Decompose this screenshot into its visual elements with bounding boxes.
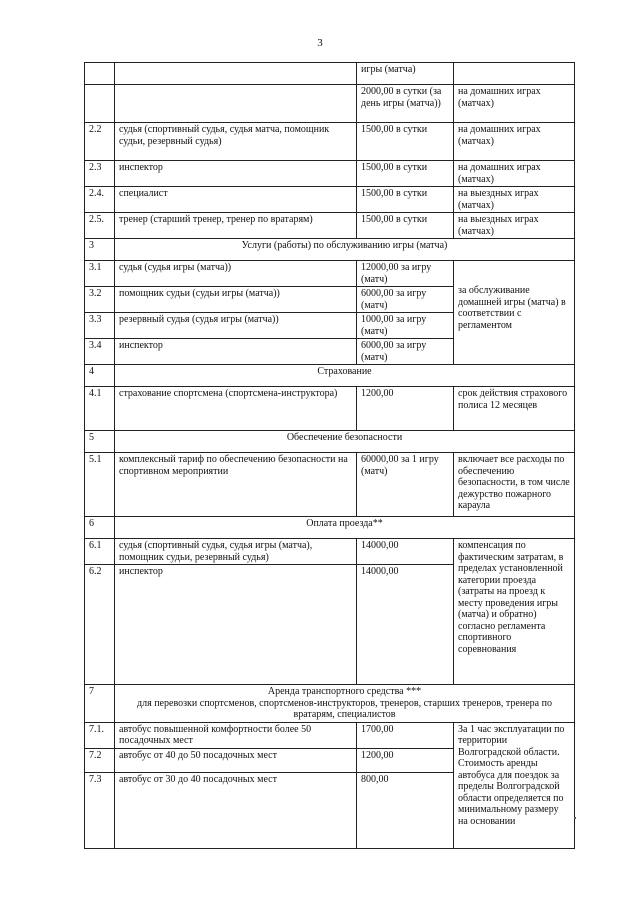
row-number: 3.1 [85, 261, 115, 287]
tariff-table [84, 62, 575, 849]
service-name: специалист [115, 187, 357, 213]
table-row [85, 539, 575, 565]
note-cell: на домашних играх (матчах) [454, 161, 575, 187]
price-cell: 60000,00 за 1 игру (матч) [357, 453, 454, 517]
price-cell: игры (матча) [357, 63, 454, 85]
price-cell: 800,00 [357, 772, 454, 848]
price-cell: 1200,00 [357, 748, 454, 772]
service-name: судья (спортивный судья, судья матча, помощник судьи, резервный судья) [115, 123, 357, 161]
service-name: судья (судья игры (матча)) [115, 261, 357, 287]
service-name: автобус повышенной комфортности более 50 посадочных мест [115, 722, 357, 748]
price-cell: 1700,00 [357, 722, 454, 748]
price-cell: 1500,00 в сутки [357, 187, 454, 213]
row-number: 7.2 [85, 748, 115, 772]
service-name: тренер (старший тренер, тренер по вратарям) [115, 213, 357, 239]
note-cell: на домашних играх (матчах) [454, 85, 575, 123]
row-number: 2.3 [85, 161, 115, 187]
row-number: 3.3 [85, 313, 115, 339]
section-title: Страхование [115, 365, 575, 387]
note-cell: за обслуживание домашней игры (матча) в соответствии с регламентом [454, 261, 575, 365]
section-number: 6 [85, 517, 115, 539]
row-number: 2.4. [85, 187, 115, 213]
note-cell: включает все расходы по обеспечению безопасности, в том числе дежурство пожарного караула [454, 453, 575, 517]
price-cell: 1500,00 в сутки [357, 161, 454, 187]
table-row [85, 63, 575, 85]
row-number: 2.5. [85, 213, 115, 239]
service-name: инспектор [115, 161, 357, 187]
table-row [85, 261, 575, 287]
service-name: инспектор [115, 339, 357, 365]
section-subtitle: для перевозки спортсменов, спортсменов-инструкторов, тренеров, старших тренеров, тренера по вратарям, специалистов [137, 697, 552, 720]
service-name: комплексный тариф по обеспечению безопасности на спортивном мероприятии [115, 453, 357, 517]
service-name: судья (спортивный судья, судья игры (матча), помощник судьи, резервный судья) [115, 539, 357, 565]
row-number: 7.1. [85, 722, 115, 748]
page-number: 3 [317, 37, 323, 49]
service-name: страхование спортсмена (спортсмена-инструктора) [115, 387, 357, 431]
section-number: 3 [85, 239, 115, 261]
price-cell: 2000,00 в сутки (за день игры (матча)) [357, 85, 454, 123]
price-cell: 1500,00 в сутки [357, 213, 454, 239]
note-cell: За 1 час эксплуатации по территории Волгоградской области. Стоимость аренды автобуса для поездок за пределы Волгоградской области определяется по минимальному размеру на основании [454, 722, 575, 848]
section-row [85, 517, 575, 539]
service-name: инспектор [115, 565, 357, 685]
table-row [85, 387, 575, 431]
row-number: 3.4 [85, 339, 115, 365]
service-name: автобус от 30 до 40 посадочных мест [115, 772, 357, 848]
table-row [85, 161, 575, 187]
section-number: 4 [85, 365, 115, 387]
section-row [85, 365, 575, 387]
note-cell: компенсация по фактическим затратам, в пределах установленной категории проезда (затраты на проезд к месту проведения игры (матча) и обратно) согласно регламента спортивного соревнования [454, 539, 575, 685]
price-cell: 14000,00 [357, 565, 454, 685]
service-name: помощник судьи (судьи игры (матча)) [115, 287, 357, 313]
price-cell: 14000,00 [357, 539, 454, 565]
table-row [85, 123, 575, 161]
price-cell: 6000,00 за игру (матч) [357, 339, 454, 365]
section-number: 5 [85, 431, 115, 453]
note-cell: на домашних играх (матчах) [454, 123, 575, 161]
table-row [85, 453, 575, 517]
row-number: 6.1 [85, 539, 115, 565]
section-row [85, 685, 575, 723]
table-row [85, 85, 575, 123]
table-row [85, 187, 575, 213]
note-cell: срок действия страхового полиса 12 месяцев [454, 387, 575, 431]
section-title: Обеспечение безопасности [115, 431, 575, 453]
section-row [85, 239, 575, 261]
section-title: Оплата проезда** [115, 517, 575, 539]
price-cell: 1000,00 за игру (матч) [357, 313, 454, 339]
table-row [85, 722, 575, 748]
price-cell: 1500,00 в сутки [357, 123, 454, 161]
row-number: 6.2 [85, 565, 115, 685]
section-number: 7 [85, 685, 115, 723]
row-number: 3.2 [85, 287, 115, 313]
scan-mark [574, 817, 576, 819]
price-cell: 1200,00 [357, 387, 454, 431]
service-name: автобус от 40 до 50 посадочных мест [115, 748, 357, 772]
service-name: резервный судья (судья игры (матча)) [115, 313, 357, 339]
row-number: 5.1 [85, 453, 115, 517]
price-cell: 6000,00 за игру (матч) [357, 287, 454, 313]
note-cell: на выездных играх (матчах) [454, 213, 575, 239]
row-number: 2.2 [85, 123, 115, 161]
section-title: Услуги (работы) по обслуживанию игры (матча) [115, 239, 575, 261]
section-title: Аренда транспортного средства *** [267, 686, 422, 697]
row-number: 7.3 [85, 772, 115, 848]
table-row [85, 213, 575, 239]
row-number: 4.1 [85, 387, 115, 431]
section-row [85, 431, 575, 453]
price-cell: 12000,00 за игру (матч) [357, 261, 454, 287]
note-cell: на выездных играх (матчах) [454, 187, 575, 213]
